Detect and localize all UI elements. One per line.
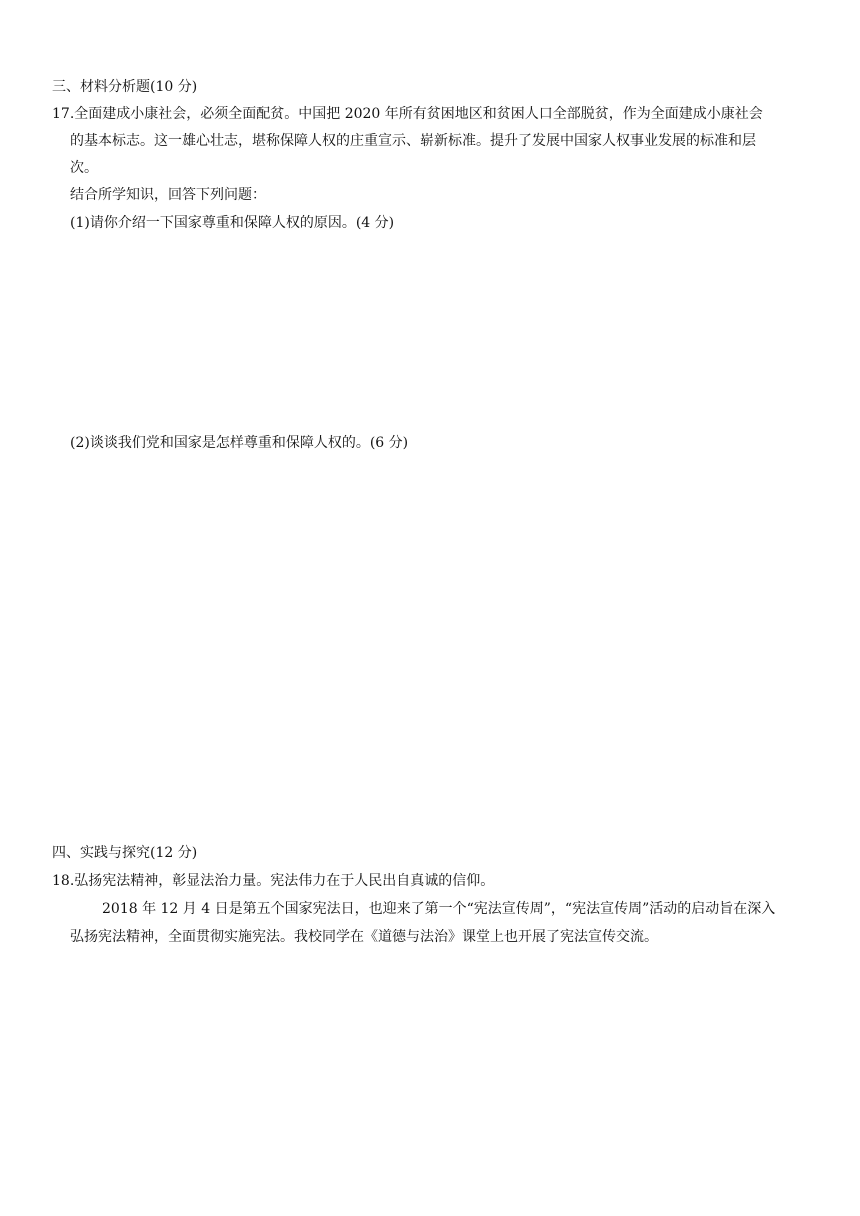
q18-paragraph-line-2: 弘扬宪法精神，全面贯彻实施宪法。我校同学在《道德与法治》课堂上也开展了宪法宣传交流。	[70, 929, 658, 945]
q17-stem-line-1: 17.全面建成小康社会，必须全面配贫。中国把 2020 年所有贫困地区和贫困人口全部脱贫，作为全面建成小康社会	[52, 106, 763, 122]
q18-stem-line-1: 18.弘扬宪法精神，彰显法治力量。宪法伟力在于人民出自真诚的信仰。	[52, 873, 495, 889]
q17-stem-line-2: 的基本标志。这一雄心壮志，堪称保障人权的庄重宣示、崭新标准。提升了发展中国家人权事业发展的标准和层	[70, 133, 756, 149]
q17-stem-line-3: 次。	[70, 160, 98, 176]
q17-prompt: 结合所学知识，回答下列问题：	[70, 187, 266, 203]
q18-paragraph-line-1: 2018 年 12 月 4 日是第五个国家宪法日，也迎来了第一个“宪法宣传周”，“宪法宣传周”活动的启动旨在深入	[102, 901, 776, 917]
section-3-heading: 三、材料分析题(10 分)	[52, 79, 198, 95]
section-4-heading: 四、实践与探究(12 分)	[52, 845, 198, 861]
q17-subquestion-1: (1)请你介绍一下国家尊重和保障人权的原因。(4 分)	[70, 215, 395, 231]
q17-subquestion-2: (2)谈谈我们党和国家是怎样尊重和保障人权的。(6 分)	[70, 435, 409, 451]
